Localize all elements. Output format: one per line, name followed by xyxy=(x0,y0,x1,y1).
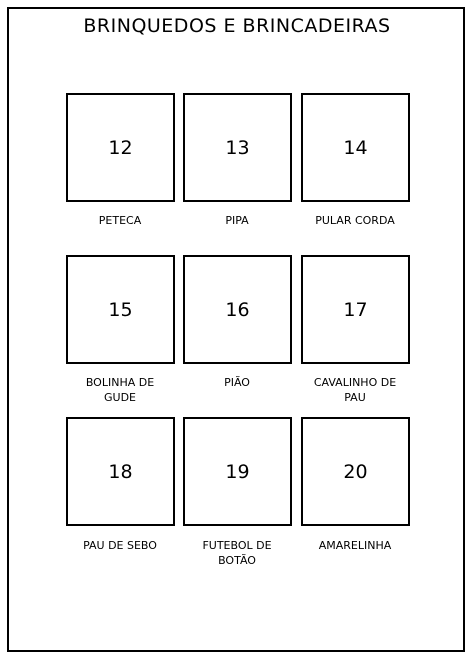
card-label: PAU DE SEBO xyxy=(83,539,157,552)
card-number: 14 xyxy=(343,136,368,159)
card-label: PIPA xyxy=(225,214,249,227)
card-number: 18 xyxy=(108,460,133,483)
card-label: FUTEBOL DE BOTÃO xyxy=(202,539,272,567)
card-17 xyxy=(301,255,410,364)
card-19 xyxy=(183,417,292,526)
card-label: AMARELINHA xyxy=(318,539,392,552)
card-number: 13 xyxy=(225,136,250,159)
card-number: 19 xyxy=(225,460,250,483)
card-12 xyxy=(66,93,175,202)
card-14 xyxy=(301,93,410,202)
card-15 xyxy=(66,255,175,364)
card-number: 12 xyxy=(108,136,133,159)
card-label: BOLINHA DE GUDE xyxy=(85,376,155,404)
card-label: PIÃO xyxy=(224,376,250,389)
card-18 xyxy=(66,417,175,526)
card-number: 16 xyxy=(225,298,250,321)
card-number: 17 xyxy=(343,298,368,321)
card-number: 15 xyxy=(108,298,133,321)
page-title: BRINQUEDOS E BRINCADEIRAS xyxy=(83,15,391,37)
card-label: CAVALINHO DE PAU xyxy=(313,376,397,404)
card-label: PETECA xyxy=(98,214,142,227)
card-13 xyxy=(183,93,292,202)
card-number: 20 xyxy=(343,460,368,483)
card-20 xyxy=(301,417,410,526)
card-16 xyxy=(183,255,292,364)
card-label: PULAR CORDA xyxy=(315,214,395,227)
